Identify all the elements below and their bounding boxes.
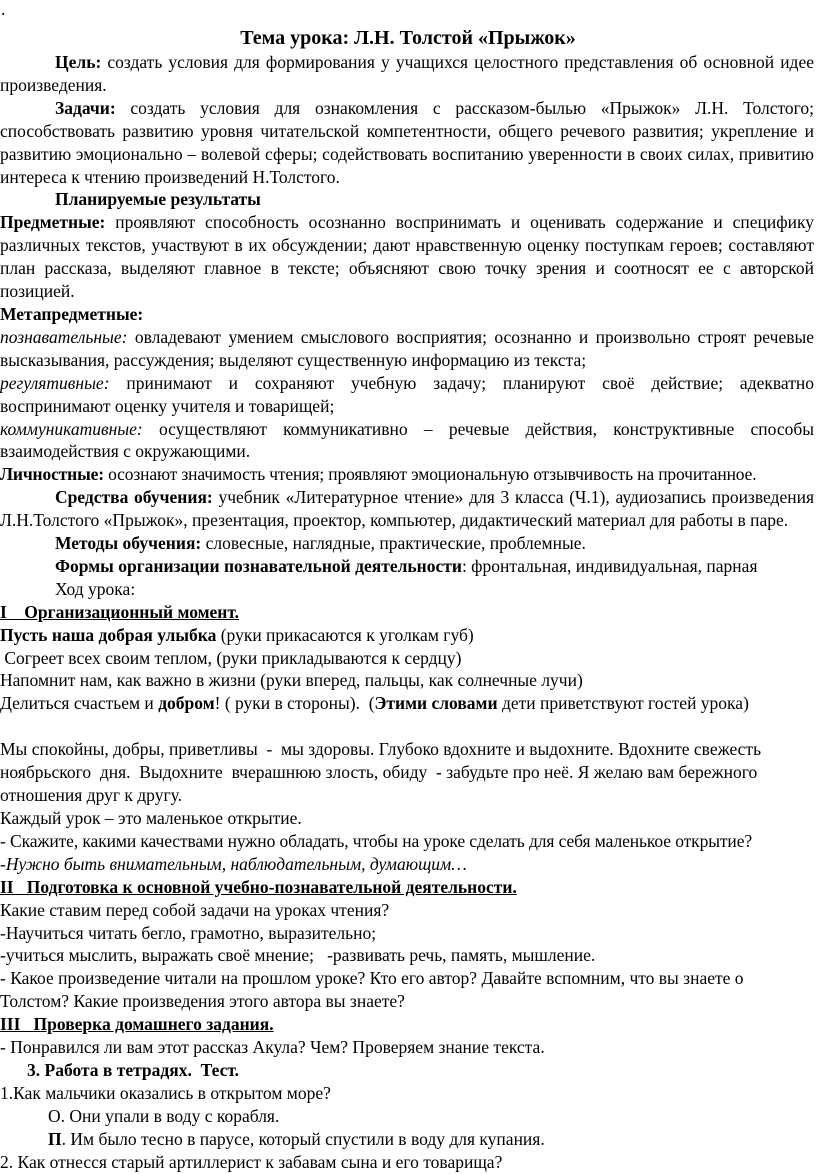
poem-line-1-rest: (руки прикасаются к уголкам губ) — [216, 624, 474, 645]
question-shark: - Понравился ли вам этот рассказ Акула? Чем? Проверяем знание текста. — [0, 1037, 545, 1058]
subject-text: проявляют способность осознанно воспринимать и оценивать содержание и специфику различных текстов, участвуют в их обсуждении; дают нравственную оценку поступкам героев; составляют план рассказа, выделяют главное в тексте; объясняют свою точку зрения и соотносят ее с авторской позицией. — [0, 212, 814, 302]
section-3-heading: III Проверка домашнего задания. — [0, 1014, 274, 1035]
poem-line-4-c: дети приветствуют гостей урока) — [497, 693, 749, 714]
test-option-o: О. Они упали в воду с корабля. — [48, 1105, 280, 1126]
means-label: Средства обучения: — [55, 487, 213, 508]
regulative-paragraph — [0, 372, 814, 418]
methods-paragraph — [0, 532, 814, 555]
test-option-p-text: . Им было тесно в парусе, который спустили в воду для купания. — [61, 1128, 545, 1149]
test-question-2: 2. Как отнесся старый артиллерист к забавам сына и его товарища? — [0, 1151, 503, 1172]
answer-tasks-1: -Научиться читать бегло, грамотно, выразительно; — [0, 922, 377, 943]
goal-paragraph — [0, 51, 814, 97]
answer-tasks-2: -учиться мыслить, выражать своё мнение; -развивать речь, память, мышление. — [0, 945, 596, 966]
question-qualities: - Скажите, какими качествами нужно обладать, чтобы на уроке сделать для себя маленькое открытие? — [0, 830, 753, 851]
forms-text: : фронтальная, индивидуальная, парная — [461, 555, 758, 576]
poem-line-4-b: ! ( руки в стороны). ( — [214, 693, 375, 714]
question-tasks: Какие ставим перед собой задачи на уроках чтения? — [0, 899, 390, 920]
stray-dot: . — [1, 0, 6, 19]
poem-line-3: Напомнит нам, как важно в жизни (руки вперед, пальцы, как солнечные лучи) — [0, 670, 583, 691]
section-1-heading: I Организационный момент. — [0, 601, 240, 622]
goal-text: создать условия для формирования у учащихся целостного представления об основной идее произведения. — [0, 52, 814, 95]
blank-line — [0, 715, 814, 738]
poem-line-1-bold: Пусть наша добрая улыбка — [0, 624, 217, 645]
course-heading: Ход урока: — [55, 578, 136, 599]
planned-results-heading: Планируемые результаты — [55, 189, 261, 210]
regulative-label: регулятивные: — [0, 372, 110, 393]
poem-line-4-bold2: Этими словами — [374, 693, 498, 714]
personal-text: осознают значимость чтения; проявляют эмоциональную отзывчивость на прочитанное. — [103, 464, 757, 485]
cognitive-paragraph — [0, 326, 814, 372]
discovery-line: Каждый урок – это маленькое открытие. — [0, 808, 302, 828]
tasks-label: Задачи: — [55, 97, 116, 118]
test-heading: 3. Работа в тетрадях. Тест. — [27, 1059, 239, 1080]
goal-label: Цель: — [55, 52, 102, 72]
lesson-title: Тема урока: Л.Н. Толстой «Прыжок» — [240, 27, 576, 49]
calm-paragraph: Мы спокойны, добры, приветливы - мы здоровы. Глубоко вдохните и выдохните. Вдохните свежесть ноябрьского дня. Выдохните вчерашнюю злость, обиду - забудьте про неё. Я желаю вам бережного отношения друг к другу. — [0, 739, 766, 806]
poem-line-1 — [0, 624, 814, 647]
methods-text: словесные, наглядные, практические, проблемные. — [201, 533, 586, 554]
poem-line-4 — [0, 692, 814, 715]
tasks-paragraph — [0, 97, 814, 189]
poem-line-2: Согреет всех своим теплом, (руки прикладываются к сердцу) — [0, 647, 462, 668]
regulative-text: принимают и сохраняют учебную задачу; планируют своё действие; адекватно воспринимают оценку учителя и товарищей; — [0, 372, 814, 416]
section-2-heading: II Подготовка к основной учебно-познавательной деятельности. — [0, 876, 517, 897]
test-option-p — [0, 1128, 814, 1151]
poem-line-4-a: Делиться счастьем и — [0, 693, 159, 714]
question-previous-work: - Какое произведение читали на прошлом уроке? Кто его автор? Давайте вспомним, что вы знаете о Толстом? Какие произведения этого автора вы знаете? — [0, 968, 744, 1012]
document-body — [0, 51, 814, 1174]
forms-label: Формы организации познавательной деятельности — [55, 555, 462, 576]
tasks-text: создать условия для ознакомления с рассказом-былью «Прыжок» Л.Н. Толстого; способствовать развитию уровня читательской компетентности, общего речевого развития; укрепление и развитию эмоционально – волевой сферы; содействовать воспитанию уверенности в своих силах, привитию интереса к чтению произведений Н.Толстого. — [0, 97, 814, 187]
meta-heading: Метапредметные: — [0, 303, 144, 324]
communicative-text: осуществляют коммуникативно – речевые действия, конструктивные способы взаимодействия с окружающими. — [0, 418, 814, 462]
poem-line-4-bold: добром — [158, 693, 215, 714]
means-text: учебник «Литературное чтение» для 3 класса (Ч.1), аудиозапись произведения Л.Н.Толстого «Прыжок», презентация, проектор, компьютер, дидактический материал для работы в паре. — [0, 487, 814, 531]
means-paragraph — [0, 486, 814, 532]
subject-label: Предметные: — [0, 212, 106, 233]
methods-label: Методы обучения: — [55, 533, 202, 554]
test-question-1: 1.Как мальчики оказались в открытом море? — [0, 1082, 331, 1103]
personal-paragraph — [0, 463, 814, 486]
subject-results-paragraph — [0, 211, 814, 303]
cognitive-text: овладевают умением смыслового восприятия; осознанно и произвольно строят речевые высказывания, рассуждения; выделяют существенную информацию из текста; — [0, 326, 814, 370]
personal-label: Личностные: — [0, 464, 104, 485]
communicative-label: коммуникативные: — [0, 418, 143, 439]
cognitive-label: познавательные: — [0, 326, 128, 347]
test-option-p-label: П — [48, 1128, 62, 1149]
answer-qualities: -Нужно быть внимательным, наблюдательным, думающим… — [0, 853, 467, 874]
communicative-paragraph — [0, 418, 814, 464]
forms-paragraph — [0, 555, 814, 578]
